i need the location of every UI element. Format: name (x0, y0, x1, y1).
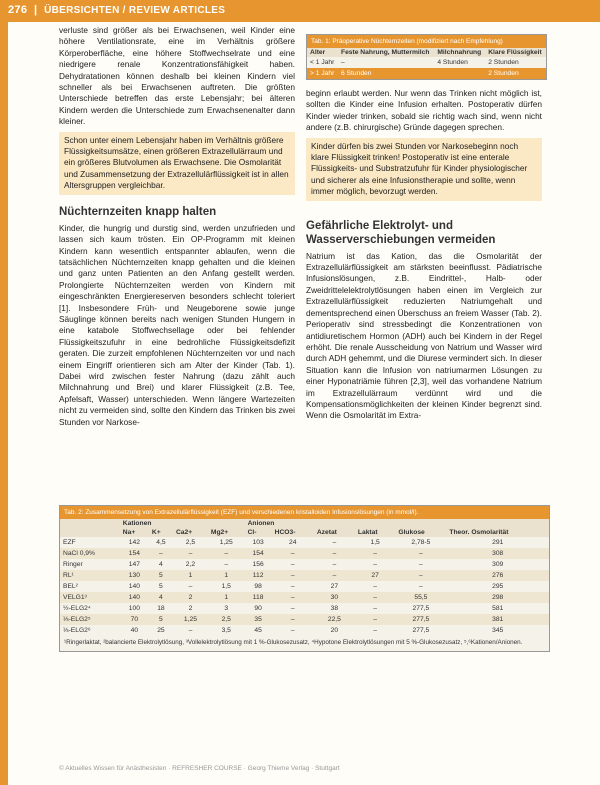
table-cell: – (149, 548, 173, 559)
table-cell: – (188, 583, 193, 590)
table-cell: – (373, 605, 377, 612)
left-paragraph-2: Kinder, die hungrig und durstig sind, werden unzufrieden und lassen sich kaum trösten. Ein OP-Programm mit kleinen Kindern kann wesentlich entspannter ablaufen, wenn die tatsächlichen Nüchternzeiten knapp gehalten und die kleinen und ganz unten Patienten an den Anfang gestellt werden. Prolongierte Nüchternzeiten werden von Kindern mit eingeschränkten Energiereserven besonders schlecht toleriert [1]. Insbesondere Früh- und Neugeborene sowie junge Säuglinge können bereits nach wenigen Stunden Hungern in eine katabole Stoffwechsellage oder bei fehlender Flüssigkeitszufuhr in eine bedrohliche Flüssigkeitsdefizit geraten. Die zurzeit empfohlenen Nüchternzeiten vor und nach einem Eingriff orientieren sich am Alter der Kinder (Tab. 1). Dabei wird zwischen fester Nahrung (dazu zählt auch Milchnahrung und Brei) und klarer Flüssigkeit (z.B. Tee, Apfelsaft, Wasser) unterschieden. Wenn längere Wartezeiten nicht zu vermeiden sind, sollte den Kindern das Trinken bis zwei Stunden vor Narkose- (59, 222, 295, 427)
table-cell: 140 (120, 592, 149, 603)
table-cell: 1 (173, 570, 208, 581)
table-cell: 1,5 (221, 583, 231, 590)
table-cell: 4 (159, 561, 163, 568)
table-cell: 2,5 (208, 614, 245, 625)
table-cell: – (419, 583, 423, 590)
table-cell: VELG1³ (60, 592, 120, 603)
table-cell: BEL² (63, 583, 78, 590)
right-paragraph-1: beginn erlaubt werden. Nur wenn das Trinken nicht möglich ist, sollten die Kinder eine Infusion erhalten. Postoperativ dürfen Kinder wieder trinken, sobald sie richtig wach sind, wenn nicht andere (z.B. chirurgische) Gründe dagegen sprechen. (306, 88, 542, 133)
table-cell: – (395, 548, 446, 559)
table-cell: 154 (120, 548, 149, 559)
table-cell: – (290, 583, 295, 590)
table-cell: ⅓-ELG2⁵ (60, 614, 120, 625)
table-cell: 55,5 (395, 592, 446, 603)
right-paragraph-2: Natrium ist das Kation, das die Osmolarität der Extrazellulärflüssigkeit am stärksten beeinflusst. Pädiatrische Infusionslösungen, z.B. Eindrittel-, Halb- oder Zweidrittelelektrolytlösungen haben einen im Vergleich zur Extrazellulärflüssigkeit reduzierten Natriumgehalt und dementsprechend einen Überschuss an freiem Wasser (Tab. 2). Perioperativ sind stressbedingt die Konzentrationen von antidiuretischem Hormon (ADH) auch bei Kindern in der Regel erhöht. Die renale Ausscheidung von Natrium und Wasser wird durch ADH gehemmt, und die Diurese vermindert sich. In dieser Situation kann die Infusion von natriumarmen Lösungen zu einer Hyponatriämie führen [2,3], weil das vorhandene Natrium im Extrazellulärraum verdünnt wird und die Kompensationsmöglichkeiten der kleinen Kinder begrenzt sind. Wenn die Osmolarität im Extra- (306, 250, 542, 421)
table-cell: – (188, 627, 193, 634)
table-2-header: Na+ (120, 528, 149, 537)
table-cell: 5 (159, 583, 163, 590)
table-cell: NaCl 0,9% (60, 548, 120, 559)
right-callout-box: Kinder dürfen bis zwei Stunden vor Narkosebeginn noch klare Flüssigkeit trinken! Postoperativ ist eine enterale Flüssigkeits- und Substratzufuhr für Kinder physiologischer und sicherer als eine Infusionstherapie und sollte, wenn immer möglich, bevorzugt werden. (306, 138, 542, 201)
table-cell: 103 (252, 539, 264, 546)
table-1-header: Feste Nahrung, Muttermilch (338, 48, 434, 57)
table-1-header: Klare Flüssigkeit (485, 48, 546, 57)
table-cell: 2,5 (185, 539, 196, 546)
table-cell: EZF (63, 539, 76, 546)
table-cell: – (314, 570, 355, 581)
table-cell: – (332, 561, 337, 568)
table-cell: – (373, 627, 377, 634)
table-cell: 24 (288, 539, 297, 546)
table-cell: – (355, 614, 395, 625)
table-cell: – (355, 548, 395, 559)
table-cell: 2 (188, 605, 193, 612)
table-cell: 2,2 (185, 561, 196, 568)
right-column (306, 88, 542, 422)
table-cell: 4 (149, 592, 173, 603)
table-row (60, 603, 549, 614)
table-cell: 277,5 (412, 605, 430, 612)
table-cell: – (272, 592, 314, 603)
page-number: 276 (8, 4, 28, 16)
table-cell: 98 (254, 583, 262, 590)
table-cell: 118 (245, 592, 272, 603)
table-2-caption: Tab. 2: Zusammensetzung von Extrazellulärflüssigkeit (EZF) und verschiedenen kristalloiden Infusionslösungen (in mmol/l). (60, 506, 549, 519)
table-cell: 298 (446, 592, 549, 603)
table-cell: 2 Stunden (488, 59, 519, 66)
table-2-group-header-row (60, 519, 549, 528)
table-cell: 6 Stunden (338, 68, 434, 79)
table-2-group-header: Kationen (120, 519, 245, 528)
table-row (60, 581, 549, 592)
table-cell: 1 (208, 570, 245, 581)
table-2-footnote: ¹Ringerlaktat, ²balancierte Elektrolytlösung, ³Vollelektrolytlösung mit 1 %-Glukosezusatz, ⁴Hypotone Elektrolytlösungen mit 5 %-Glukosezusatz, ⁵,⁶Kationen/Anionen. (64, 639, 523, 646)
table-cell: 70 (120, 614, 149, 625)
table-row (60, 592, 549, 603)
table-cell: 112 (245, 570, 272, 581)
table-cell: 277,5 (395, 614, 446, 625)
table-row (307, 57, 546, 68)
section-title: ÜBERSICHTEN / REVIEW ARTICLES (44, 5, 226, 16)
right-heading: Gefährliche Elektrolyt- und Wasserverschiebungen vermeiden (306, 219, 496, 246)
table-2-header: Azetat (314, 528, 355, 537)
table-cell: – (340, 59, 345, 66)
table-cell: – (272, 570, 314, 581)
table-cell: – (272, 614, 314, 625)
left-column (59, 25, 295, 428)
table-cell: – (419, 561, 423, 568)
table-cell: – (373, 583, 377, 590)
table-cell: ⅓-ELG2⁶ (63, 627, 91, 634)
table-cell: 18 (157, 605, 165, 612)
table-cell: 309 (492, 561, 504, 568)
table-cell: 30 (314, 592, 355, 603)
table-cell: 27 (355, 570, 395, 581)
table-2-header: Glukose (395, 528, 446, 537)
table-cell: – (395, 570, 446, 581)
left-paragraph-1: verluste sind größer als bei Erwachsenen, weil Kinder eine höhere Ventilationsrate, eine im Verhältnis größere Körperoberfläche, eine höhere Stoffwechselrate und eine niedrigere renale Konzentrationsfähigkeit haben. Dehydratationen können deshalb bei kleinen Kindern viel schneller als bei Erwachsenen auftreten. Die größten Unterschiede betreffen das erste Lebensjahr; bei älteren Kindern werden die Unterschiede zum Erwachsenenalter dann kleiner. (59, 25, 295, 127)
table-cell: – (332, 539, 337, 546)
table-cell: 308 (446, 548, 549, 559)
table-cell: RL¹ (60, 570, 120, 581)
table-2 (59, 505, 550, 652)
table-cell: – (355, 592, 395, 603)
table-cell: 345 (492, 627, 504, 634)
table-cell: 1,25 (219, 539, 233, 546)
left-callout-box: Schon unter einem Lebensjahr haben im Verhältnis größere Flüssigkeitsumsätze, einen größeren Extrazellulärraum und ein größeres Blutvolumen als Erwachsene. Die Osmolarität und Zusammensetzung der Extrazellulärflüssigkeit ist in allen Altersgruppen vergleichbar. (59, 132, 295, 195)
table-2-header: Laktat (355, 528, 395, 537)
table-cell: – (373, 561, 377, 568)
table-cell: 291 (492, 539, 504, 546)
table-cell: 295 (492, 583, 504, 590)
table-cell: 154 (245, 548, 272, 559)
table-cell: – (224, 561, 229, 568)
table-cell: 38 (330, 605, 339, 612)
table-cell: < 1 Jahr (310, 59, 335, 66)
table-2-header: Cl- (245, 528, 272, 537)
table-cell: ½-ELG2⁴ (63, 605, 91, 612)
table-cell: 156 (252, 561, 264, 568)
table-1-header-row (307, 48, 546, 57)
table-cell: 130 (120, 570, 149, 581)
table-cell: – (272, 548, 314, 559)
table-row (60, 625, 549, 636)
table-row (60, 570, 549, 581)
page-footer: © Aktuelles Wissen für Anästhesisten · REFRESHER COURSE · Georg Thieme Verlag · Stuttgart (59, 765, 340, 772)
table-cell: 90 (254, 605, 262, 612)
left-accent-bar (0, 22, 8, 785)
table-cell: – (290, 561, 295, 568)
table-cell: 40 (130, 627, 139, 634)
table-cell: 25 (157, 627, 165, 634)
table-row (60, 614, 549, 625)
left-heading: Nüchternzeiten knapp halten (59, 205, 217, 218)
table-2-header-row (60, 528, 549, 537)
table-cell: 1,5 (370, 539, 380, 546)
table-2-header (60, 528, 120, 537)
table-2-group-header: Anionen (245, 519, 549, 528)
table-cell: 147 (128, 561, 140, 568)
table-cell: 4 Stunden (437, 59, 468, 66)
table-2-header: Mg2+ (208, 528, 245, 537)
table-cell: Ringer (63, 561, 83, 568)
table-cell: 3,5 (221, 627, 231, 634)
table-cell: – (290, 627, 295, 634)
table-cell: 381 (446, 614, 549, 625)
table-cell: 276 (446, 570, 549, 581)
table-1-header: Milchnahrung (434, 48, 485, 57)
table-cell: – (173, 548, 208, 559)
table-2-header: HCO3- (272, 528, 314, 537)
table-1-header: Alter (307, 48, 338, 57)
table-cell: 5 (149, 614, 173, 625)
table-cell: 22,5 (314, 614, 355, 625)
table-cell: 100 (128, 605, 140, 612)
table-2-header: K+ (149, 528, 173, 537)
table-cell: 2,78-5 (411, 539, 431, 546)
table-1-caption: Tab. 1: Präoperative Nüchternzeiten (modifiziert nach Empfehlung) (307, 35, 546, 48)
table-cell: 1,25 (173, 614, 208, 625)
page-header: 276 | ÜBERSICHTEN / REVIEW ARTICLES (0, 0, 600, 22)
table-cell: 142 (128, 539, 140, 546)
table-cell: – (290, 605, 295, 612)
table-cell: 35 (245, 614, 272, 625)
table-cell: 277,5 (412, 627, 430, 634)
table-cell: 27 (330, 583, 339, 590)
table-cell: 2 (173, 592, 208, 603)
table-1 (306, 34, 547, 80)
table-row (60, 559, 549, 570)
table-cell: 3 (224, 605, 229, 612)
table-cell: 1 (208, 592, 245, 603)
table-cell: 2 Stunden (485, 68, 546, 79)
table-cell: 45 (254, 627, 262, 634)
table-cell: 20 (330, 627, 339, 634)
table-cell: 5 (149, 570, 173, 581)
table-cell: > 1 Jahr (307, 68, 338, 79)
table-cell: 140 (128, 583, 140, 590)
table-row (60, 548, 549, 559)
table-cell: 4,5 (156, 539, 166, 546)
table-cell: – (208, 548, 245, 559)
table-cell (434, 68, 485, 79)
table-cell: 581 (492, 605, 504, 612)
table-cell: – (314, 548, 355, 559)
table-2-header: Theor. Osmolarität (446, 528, 549, 537)
table-row (60, 537, 549, 548)
table-2-header: Ca2+ (173, 528, 208, 537)
table-row (307, 68, 546, 79)
